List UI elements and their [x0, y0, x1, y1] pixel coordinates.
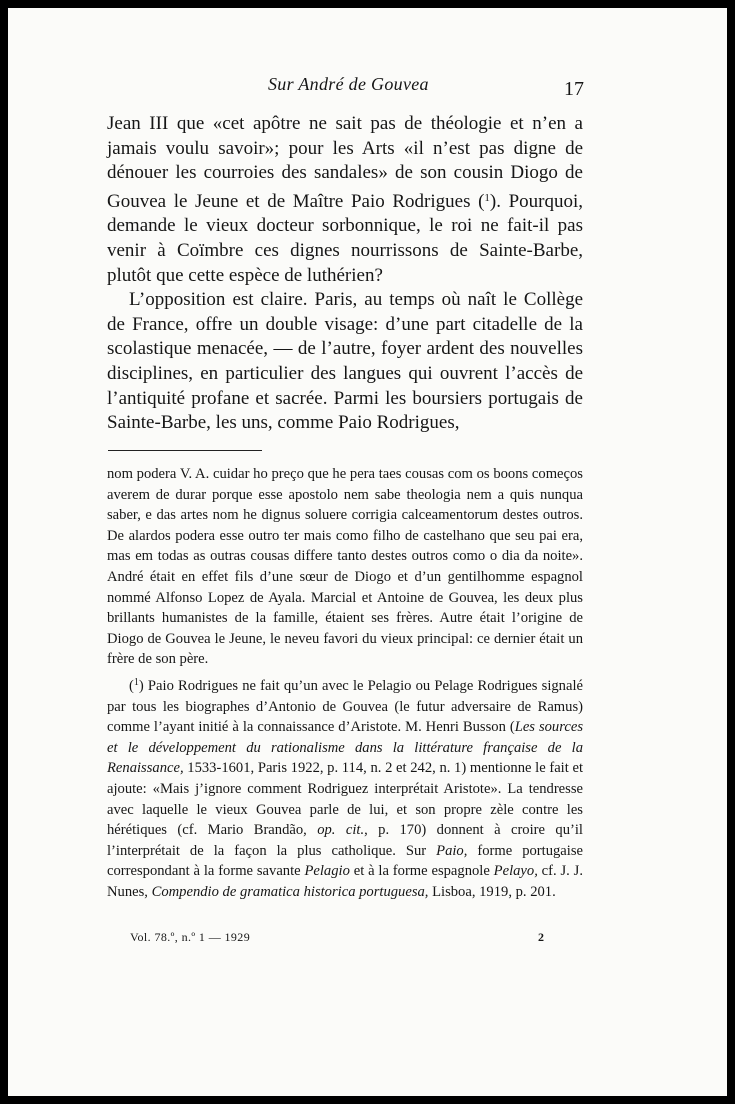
footnote-1-text: forme portugaise correspondant à la forme savante	[107, 842, 583, 880]
footnote-1-title: Compendio de gramatica historica portuguesa,	[151, 883, 429, 900]
page-number: 17	[564, 78, 584, 100]
paragraph-1-text-b: ). Pourquoi, demande le vieux docteur sorbonnique, le roi ne fait-il pas venir à Coïmbre ces dignes nourrissons de Sainte-Barbe, plutôt que cette espèce de luthérien?	[107, 190, 584, 286]
footnote-1-text: Lisboa, 1919, p. 201.	[428, 883, 556, 900]
running-title: Sur André de Gouvea	[268, 74, 429, 94]
paragraph-1	[107, 112, 583, 288]
footnotes	[107, 464, 583, 902]
volume-signature: Vol. 78.º, n.º 1 — 1929	[130, 930, 251, 944]
main-text	[107, 112, 583, 436]
footnote-1-text: 1533-1601, Paris 1922, p. 114, n. 2 et 242, n. 1) mentionne le fait et ajoute: «Mais j’ignore comment Rodriguez interprétait Aristote». La tendresse avec laquelle le vieux Gouvea parle de lui, et son propre zèle contre les hérétiques (cf. Mario Brandão,	[107, 760, 583, 839]
footnote-1-citation: op. cit.	[317, 822, 365, 839]
footnote-1-term: Paio,	[436, 842, 468, 859]
footnote-1-term: Pelagio	[304, 863, 350, 880]
paragraph-1-text-a: Jean III que «cet apôtre ne sait pas de théologie et n’en a jamais voulu savoir»; pour les Arts «il n’est pas digne de dénouer les courroies des sandales» de son cousin Diogo de Gouvea le Jeune et de Maître Paio Rodrigues (	[107, 113, 583, 212]
footnote-1-text: et à la forme espagnole	[349, 863, 494, 880]
footnote-separator	[108, 450, 262, 451]
gathering-signature: 2	[538, 930, 544, 944]
paragraph-2: L’opposition est claire. Paris, au temps où naît le Collège de France, offre un double visage: d’une part citadelle de la scolastique menacée, — de l’autre, foyer ardent des nouvelles disciplines, en particulier des langues qui ouvrent l’accès de l’antiquité profane et sacrée. Parmi les boursiers portugais de Sainte-Barbe, les uns, comme Paio Rodrigues,	[107, 289, 583, 434]
footnote-continued: nom podera V. A. cuidar ho preço que he pera taes cousas com os boons começos averem de durar porque esse apostolo nem sabe theologia nem a quis nunqua saber, e das artes nom he dignus soluere corrigia calceamentorum destes outros. De alardos podera esse outro ter mais como filho de castelhano que seu pai era, mas em todas as outras cousas differe tanto destes outros como o dia da noite». André était en effet fils d’une sœur de Diogo et d’un gentilhomme espagnol nommé Alfonso Lopez de Ayala. Marcial et Antoine de Gouvea, les deux plus brillants humanistes de la famille, étaient ses frères. Autre était l’origine de Diogo de Gouvea le Jeune, le neveu favori du vieux principal: ce dernier était un frère de son père.	[107, 466, 583, 668]
footnote-1-title: Les sources et le développement du rationalisme dans la littérature française de la Renaissance,	[107, 719, 583, 777]
footnote-1-term: Pelayo,	[493, 863, 538, 880]
footnote-1-text: , p. 170) donnent à croire qu’il l’interprétait de la façon la plus catholique. Sur	[107, 822, 583, 859]
footnote-1-text: cf. J. J. Nunes,	[107, 863, 583, 900]
footnote-1-marker: 1	[133, 676, 139, 688]
footnote-1: ($^1$) Paio Rodrigues ne fait qu’un avec le Pelagio ou Pelage Rodrigues signalé par tous les biographes d’Antonio de Gouvea (le futur adversaire de Ramus) comme l’ayant initié à la connaissance d’Aristote. M. Henri Busson (Les sources et le développement du rationalisme dans la littérature française de la Renaissance, 1533-1601, Paris 1922, p. 114, n. 2 et 242, n. 1) mentionne le fait et ajoute: «Mais j’ignore comment Rodriguez interprétait Aristote». La tendresse avec laquelle le vieux Gouvea parle de lui, et son propre zèle contre les hérétiques (cf. Mario Brandão, op. cit., p. 170) donnent à croire qu’il l’interprétait de la façon la plus catholique. Sur Paio, forme portugaise correspondant à la forme savante Pelagio et à la forme espagnole Pelayo, cf. J. J. Nunes, Compendio de gramatica historica portuguesa, Lisboa, 1919, p. 201.	[107, 676, 583, 900]
book-page	[8, 8, 727, 1096]
footnote-reference: 1	[484, 191, 490, 204]
footnote-1-text: Paio Rodrigues ne fait qu’un avec le Pelagio ou Pelage Rodrigues signalé par tous les biographes d’Antonio de Gouvea (le futur adversaire de Ramus) comme l’ayant initié à la connaissance d’Aristote. M. Henri Busson (	[107, 677, 583, 736]
